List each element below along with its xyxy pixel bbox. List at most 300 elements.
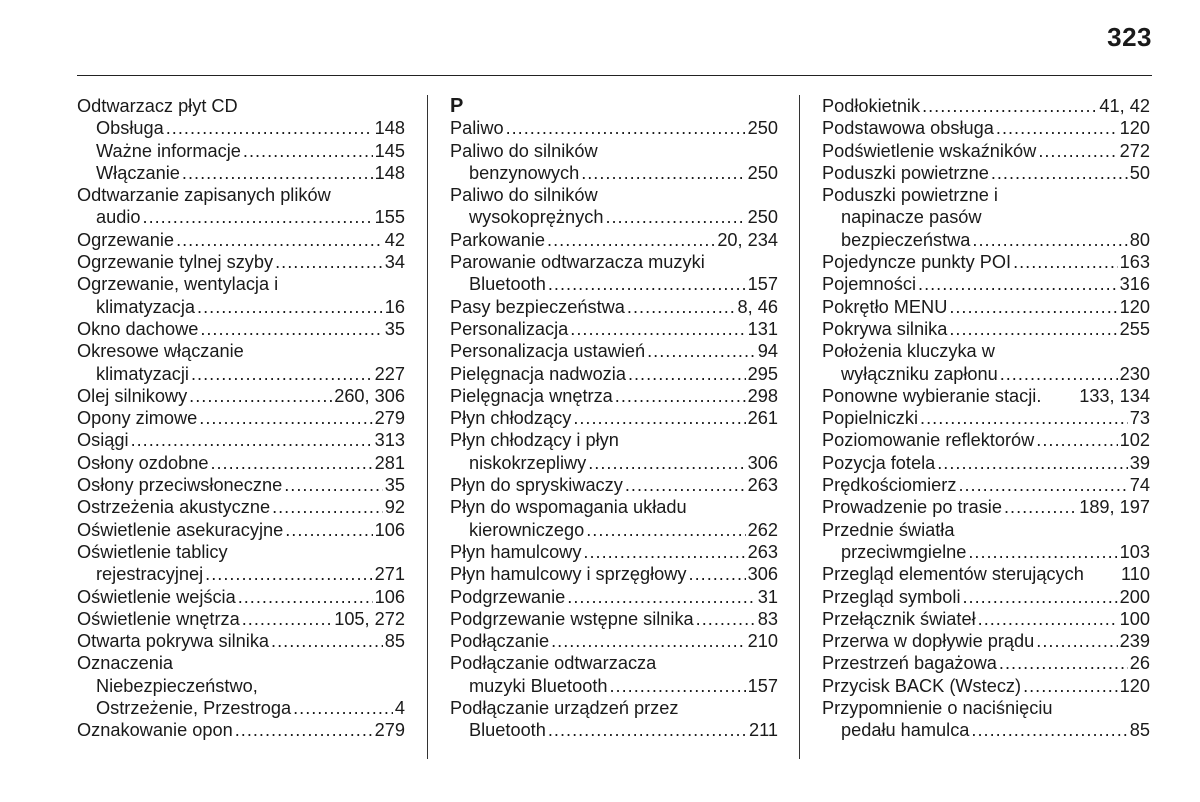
entry-text: Pokrywa silnika bbox=[822, 318, 948, 339]
page-reference: 26 bbox=[1129, 653, 1150, 674]
entry-text: Podłokietnik bbox=[822, 96, 921, 116]
dot-leader bbox=[586, 519, 745, 541]
index-entry bbox=[450, 719, 778, 741]
column-divider bbox=[427, 95, 428, 759]
page-reference: 189, 197 bbox=[1079, 497, 1150, 518]
entry-text: Odtwarzacz płyt CD bbox=[77, 96, 238, 116]
dot-leader bbox=[581, 162, 745, 184]
index-entry bbox=[77, 385, 405, 407]
entry-text: Pokrętło MENU bbox=[822, 296, 948, 317]
page-reference: 211 bbox=[749, 720, 778, 741]
page-reference: 145 bbox=[374, 140, 405, 161]
page-reference: 102 bbox=[1119, 430, 1150, 451]
entry-text: Ważne informacje bbox=[96, 140, 241, 161]
dot-leader bbox=[583, 541, 745, 563]
index-entry bbox=[450, 496, 778, 518]
dot-leader bbox=[235, 719, 373, 741]
index-entry bbox=[822, 563, 1150, 585]
index-entry bbox=[822, 474, 1150, 496]
page-reference: 250 bbox=[747, 207, 778, 228]
index-entry bbox=[77, 273, 405, 295]
dot-leader bbox=[625, 474, 746, 496]
entry-text: audio bbox=[96, 207, 141, 228]
entry-text: Parowanie odtwarzacza muzyki bbox=[450, 252, 705, 273]
dot-leader bbox=[999, 652, 1128, 674]
page-reference: 35 bbox=[384, 318, 405, 339]
page-reference: 306 bbox=[747, 452, 778, 473]
entry-text: Niebezpieczeństwo, bbox=[96, 675, 258, 696]
entry-text: Obsługa bbox=[96, 118, 164, 139]
entry-text: Pojedyncze punkty POI bbox=[822, 252, 1012, 273]
index-entry bbox=[77, 608, 405, 630]
page-reference: 263 bbox=[747, 475, 778, 496]
index-entry bbox=[822, 273, 1150, 295]
dot-leader bbox=[1036, 630, 1117, 652]
dot-leader bbox=[1000, 363, 1118, 385]
page-reference: 120 bbox=[1119, 675, 1150, 696]
index-entry bbox=[450, 541, 778, 563]
dot-leader bbox=[968, 541, 1117, 563]
index-entry bbox=[822, 407, 1150, 429]
entry-text: Prowadzenie po trasie bbox=[822, 497, 1002, 518]
dot-leader bbox=[284, 474, 383, 496]
entry-text: Personalizacja bbox=[450, 318, 569, 339]
dot-leader bbox=[271, 630, 383, 652]
index-entry bbox=[450, 140, 778, 162]
page-reference: 148 bbox=[374, 162, 405, 183]
entry-text: Płyn chłodzący i płyn bbox=[450, 430, 619, 451]
dot-leader bbox=[272, 496, 383, 518]
page-reference: 157 bbox=[747, 274, 778, 295]
page-reference: 250 bbox=[747, 118, 778, 139]
entry-text: Ostrzeżenia akustyczne bbox=[77, 497, 271, 518]
entry-text: Ponowne wybieranie stacji. bbox=[822, 385, 1042, 406]
dot-leader bbox=[573, 407, 745, 429]
dot-leader bbox=[978, 608, 1118, 630]
dot-leader bbox=[551, 630, 746, 652]
entry-text: Ogrzewanie tylnej szyby bbox=[77, 252, 274, 273]
entry-text: Podstawowa obsługa bbox=[822, 118, 994, 139]
column-divider bbox=[799, 95, 800, 759]
entry-text: Włączanie bbox=[96, 162, 180, 183]
dot-leader bbox=[996, 117, 1118, 139]
page-reference: 281 bbox=[374, 452, 405, 473]
entry-text: Opony zimowe bbox=[77, 408, 198, 429]
index-entry bbox=[77, 519, 405, 541]
page-reference: 8, 46 bbox=[737, 296, 778, 317]
index-entry bbox=[77, 206, 405, 228]
entry-text: Osiągi bbox=[77, 430, 129, 451]
page-reference: 295 bbox=[747, 363, 778, 384]
page-reference: 42 bbox=[384, 229, 405, 250]
index-entry bbox=[822, 697, 1150, 719]
page-reference: 85 bbox=[384, 631, 405, 652]
index-entry bbox=[77, 541, 405, 563]
index-entry bbox=[450, 273, 778, 295]
dot-leader bbox=[920, 407, 1128, 429]
dot-leader bbox=[166, 117, 373, 139]
entry-text: Paliwo bbox=[450, 118, 504, 139]
index-entry bbox=[77, 340, 405, 362]
index-entry bbox=[822, 206, 1150, 228]
index-entry bbox=[822, 95, 1150, 117]
index-entry bbox=[77, 318, 405, 340]
dot-leader bbox=[605, 206, 745, 228]
index-entry bbox=[450, 652, 778, 674]
index-entry bbox=[77, 697, 405, 719]
dot-leader bbox=[176, 229, 383, 251]
entry-text: Paliwo do silników bbox=[450, 185, 598, 206]
index-entry bbox=[77, 229, 405, 251]
entry-text: wysokoprężnych bbox=[469, 207, 604, 228]
page-reference: 163 bbox=[1119, 252, 1150, 273]
page-reference: 50 bbox=[1129, 162, 1150, 183]
page-reference: 148 bbox=[374, 118, 405, 139]
entry-text: Położenia kluczyka w bbox=[822, 341, 995, 362]
entry-text: Popielniczki bbox=[822, 408, 919, 429]
dot-leader bbox=[182, 162, 373, 184]
dot-leader bbox=[610, 675, 746, 697]
page-reference: 313 bbox=[374, 430, 405, 451]
dot-leader bbox=[696, 608, 756, 630]
index-entry bbox=[77, 162, 405, 184]
index-entry bbox=[822, 251, 1150, 273]
page-reference: 131 bbox=[747, 318, 778, 339]
index-entry bbox=[77, 251, 405, 273]
entry-text: Przerwa w dopływie prądu bbox=[822, 631, 1035, 652]
entry-text: Olej silnikowy bbox=[77, 385, 188, 406]
entry-text: Przegląd elementów sterujących bbox=[822, 564, 1084, 585]
dot-leader bbox=[143, 206, 373, 228]
page-reference: 83 bbox=[757, 608, 778, 629]
index-entry bbox=[822, 184, 1150, 206]
page-reference: 120 bbox=[1119, 118, 1150, 139]
dot-leader bbox=[197, 296, 383, 318]
page-reference: 80 bbox=[1129, 229, 1150, 250]
index-column-1 bbox=[77, 95, 405, 742]
page-reference: 133, 134 bbox=[1079, 385, 1150, 406]
page-reference: 16 bbox=[384, 296, 405, 317]
page-reference: 261 bbox=[747, 408, 778, 429]
entry-text: napinacze pasów bbox=[841, 207, 982, 228]
entry-text: benzynowych bbox=[469, 162, 580, 183]
page-reference: 279 bbox=[374, 408, 405, 429]
index-entry bbox=[822, 363, 1150, 385]
dot-leader bbox=[1023, 675, 1118, 697]
page-reference: 260, 306 bbox=[334, 385, 405, 406]
dot-leader bbox=[547, 229, 715, 251]
dot-leader bbox=[1036, 429, 1117, 451]
index-entry bbox=[450, 296, 778, 318]
index-entry bbox=[77, 117, 405, 139]
entry-text: rejestracyjnej bbox=[96, 564, 204, 585]
index-entry bbox=[450, 363, 778, 385]
page-reference: 200 bbox=[1119, 586, 1150, 607]
page-reference: 157 bbox=[747, 675, 778, 696]
page-reference: 92 bbox=[384, 497, 405, 518]
index-entry bbox=[450, 318, 778, 340]
page-reference: 103 bbox=[1119, 541, 1150, 562]
index-entry bbox=[822, 385, 1150, 407]
index-entry bbox=[822, 117, 1150, 139]
index-entry bbox=[77, 496, 405, 518]
dot-leader bbox=[588, 452, 745, 474]
index-entry bbox=[77, 429, 405, 451]
index-entry bbox=[822, 519, 1150, 541]
index-entry bbox=[450, 675, 778, 697]
index-entry bbox=[822, 296, 1150, 318]
dot-leader bbox=[949, 318, 1117, 340]
index-entry bbox=[77, 407, 405, 429]
dot-leader bbox=[191, 363, 373, 385]
dot-leader bbox=[293, 697, 393, 719]
page-reference: 31 bbox=[757, 586, 778, 607]
entry-text: Ostrzeżenie, Przestroga bbox=[96, 698, 292, 719]
entry-text: Oświetlenie asekuracyjne bbox=[77, 519, 284, 540]
header-rule bbox=[77, 75, 1152, 76]
index-entry bbox=[77, 184, 405, 206]
index-entry bbox=[822, 229, 1150, 251]
entry-text: Podłączanie bbox=[450, 631, 550, 652]
index-entry bbox=[77, 140, 405, 162]
index-entry bbox=[77, 563, 405, 585]
page-reference: 106 bbox=[374, 586, 405, 607]
index-entry bbox=[450, 519, 778, 541]
dot-leader bbox=[199, 407, 372, 429]
dot-leader bbox=[991, 162, 1128, 184]
index-entry bbox=[450, 697, 778, 719]
index-entry bbox=[450, 229, 778, 251]
index-entry bbox=[822, 630, 1150, 652]
entry-text: Pielęgnacja wnętrza bbox=[450, 385, 613, 406]
entry-text: kierowniczego bbox=[469, 519, 585, 540]
page-reference: 4 bbox=[394, 698, 405, 719]
page-reference: 20, 234 bbox=[717, 229, 778, 250]
index-entry bbox=[822, 340, 1150, 362]
index-entry bbox=[450, 407, 778, 429]
index-entry bbox=[822, 541, 1150, 563]
entry-text: Otwarta pokrywa silnika bbox=[77, 631, 270, 652]
index-entry bbox=[450, 608, 778, 630]
index-entry bbox=[77, 95, 405, 117]
entry-text: Podłączanie urządzeń przez bbox=[450, 698, 679, 719]
dot-leader bbox=[949, 296, 1117, 318]
index-column-3 bbox=[822, 95, 1150, 742]
dot-leader bbox=[972, 229, 1127, 251]
dot-leader bbox=[548, 273, 746, 295]
entry-text: Podgrzewanie bbox=[450, 586, 566, 607]
entry-text: Przełącznik świateł bbox=[822, 608, 976, 629]
page-reference: 120 bbox=[1119, 296, 1150, 317]
index-entry bbox=[450, 630, 778, 652]
entry-text: Podłączanie odtwarzacza bbox=[450, 653, 657, 674]
entry-text: Poduszki powietrzne i bbox=[822, 185, 998, 206]
dot-leader bbox=[567, 586, 756, 608]
index-entry bbox=[450, 162, 778, 184]
entry-text: wyłączniku zapłonu bbox=[841, 363, 998, 384]
index-entry bbox=[450, 563, 778, 585]
dot-leader bbox=[210, 452, 372, 474]
section-letter: P bbox=[450, 95, 464, 117]
index-entry bbox=[77, 296, 405, 318]
page-reference: 262 bbox=[747, 519, 778, 540]
index-entry bbox=[450, 452, 778, 474]
page-reference: 298 bbox=[747, 385, 778, 406]
dot-leader bbox=[570, 318, 745, 340]
index-entry bbox=[77, 675, 405, 697]
index-entry bbox=[822, 429, 1150, 451]
entry-text: Poduszki powietrzne bbox=[822, 162, 989, 183]
dot-leader bbox=[131, 429, 373, 451]
dot-leader bbox=[548, 719, 747, 741]
entry-text: Bluetooth bbox=[469, 720, 546, 741]
index-entry bbox=[450, 385, 778, 407]
index-entry bbox=[77, 630, 405, 652]
index-entry bbox=[450, 184, 778, 206]
entry-text: Parkowanie bbox=[450, 229, 546, 250]
dot-leader bbox=[189, 385, 332, 407]
page-reference: 39 bbox=[1129, 452, 1150, 473]
index-entry bbox=[822, 318, 1150, 340]
page-reference: 74 bbox=[1129, 475, 1150, 496]
dot-leader bbox=[242, 608, 332, 630]
entry-text: Przypomnienie o naciśnięciu bbox=[822, 698, 1053, 719]
page-reference: 263 bbox=[747, 541, 778, 562]
entry-text: pedału hamulca bbox=[841, 720, 970, 741]
index-entry bbox=[77, 474, 405, 496]
index-entry bbox=[822, 719, 1150, 741]
entry-text: Płyn do wspomagania układu bbox=[450, 497, 687, 518]
dot-leader bbox=[615, 385, 746, 407]
index-entry bbox=[822, 608, 1150, 630]
index-entry bbox=[450, 206, 778, 228]
entry-text: Przednie światła bbox=[822, 519, 955, 540]
page-reference: 85 bbox=[1129, 720, 1150, 741]
entry-text: Osłony ozdobne bbox=[77, 452, 209, 473]
entry-text: Oznakowanie opon bbox=[77, 720, 233, 741]
entry-text: Pozycja fotela bbox=[822, 452, 936, 473]
entry-text: Podświetlenie wskaźników bbox=[822, 140, 1037, 161]
dot-leader bbox=[627, 296, 736, 318]
dot-leader bbox=[937, 452, 1128, 474]
entry-text: Płyn hamulcowy i sprzęgłowy bbox=[450, 564, 687, 585]
entry-text: Prędkościomierz bbox=[822, 475, 957, 496]
page-reference: 271 bbox=[374, 564, 405, 585]
index-entry bbox=[77, 586, 405, 608]
page-number: 323 bbox=[1107, 22, 1152, 52]
index-entry bbox=[450, 340, 778, 362]
index-entry bbox=[77, 719, 405, 741]
page-reference: 110 bbox=[1121, 564, 1150, 585]
entry-text: Płyn do spryskiwaczy bbox=[450, 475, 623, 496]
dot-leader bbox=[238, 586, 373, 608]
entry-text: Pasy bezpieczeństwa bbox=[450, 296, 625, 317]
dot-leader bbox=[1004, 496, 1077, 518]
dot-leader bbox=[285, 519, 372, 541]
entry-text: Przestrzeń bagażowa bbox=[822, 653, 997, 674]
entry-text: Bluetooth bbox=[469, 274, 546, 295]
entry-text: Okno dachowe bbox=[77, 318, 199, 339]
entry-text: Przegląd symboli bbox=[822, 586, 961, 607]
entry-text: Oświetlenie tablicy bbox=[77, 541, 228, 562]
entry-text: Podgrzewanie wstępne silnika bbox=[450, 608, 694, 629]
index-entry bbox=[822, 162, 1150, 184]
entry-text: Poziomowanie reflektorów bbox=[822, 430, 1035, 451]
entry-text: Osłony przeciwsłoneczne bbox=[77, 475, 283, 496]
page-reference: 73 bbox=[1129, 408, 1150, 429]
index-entry bbox=[77, 363, 405, 385]
index-entry bbox=[822, 496, 1150, 518]
entry-text: muzyki Bluetooth bbox=[469, 675, 608, 696]
entry-text: Ogrzewanie, wentylacja i bbox=[77, 274, 279, 295]
entry-text: klimatyzacji bbox=[96, 363, 189, 384]
page-reference: 106 bbox=[374, 519, 405, 540]
index-entry bbox=[77, 452, 405, 474]
dot-leader bbox=[275, 251, 383, 273]
index-entry bbox=[822, 586, 1150, 608]
entry-text: Oznaczenia bbox=[77, 653, 174, 674]
dot-leader bbox=[628, 363, 746, 385]
entry-text: Odtwarzanie zapisanych plików bbox=[77, 185, 331, 206]
page-reference: 94 bbox=[757, 341, 778, 362]
entry-text: Ogrzewanie bbox=[77, 229, 175, 250]
page-reference: 250 bbox=[747, 162, 778, 183]
index-entry bbox=[822, 675, 1150, 697]
page-reference: 279 bbox=[374, 720, 405, 741]
dot-leader bbox=[971, 719, 1127, 741]
index-entry bbox=[822, 652, 1150, 674]
dot-leader bbox=[1038, 140, 1117, 162]
entry-text: przeciwmgielne bbox=[841, 541, 967, 562]
dot-leader bbox=[243, 140, 373, 162]
dot-leader bbox=[1013, 251, 1118, 273]
page-reference: 100 bbox=[1119, 608, 1150, 629]
page-reference: 210 bbox=[747, 631, 778, 652]
index-entry bbox=[450, 429, 778, 451]
page-reference: 306 bbox=[747, 564, 778, 585]
page-reference: 34 bbox=[384, 252, 405, 273]
dot-leader bbox=[647, 340, 756, 362]
index-entry bbox=[822, 452, 1150, 474]
entry-text: Przycisk BACK (Wstecz) bbox=[822, 675, 1022, 696]
index-entry bbox=[822, 140, 1150, 162]
page-reference: 239 bbox=[1119, 631, 1150, 652]
entry-text: Oświetlenie wejścia bbox=[77, 586, 236, 607]
page-reference: 155 bbox=[374, 207, 405, 228]
index-entry bbox=[450, 586, 778, 608]
page-reference: 316 bbox=[1119, 274, 1150, 295]
index-entry bbox=[450, 117, 778, 139]
page-reference: 41, 42 bbox=[1099, 96, 1150, 116]
entry-text: Personalizacja ustawień bbox=[450, 341, 646, 362]
entry-text: Płyn hamulcowy bbox=[450, 541, 582, 562]
dot-leader bbox=[689, 563, 746, 585]
index-entry bbox=[450, 474, 778, 496]
page-reference: 227 bbox=[374, 363, 405, 384]
dot-leader bbox=[962, 586, 1117, 608]
entry-text: Okresowe włączanie bbox=[77, 341, 244, 362]
page-reference: 35 bbox=[384, 475, 405, 496]
entry-text: Pielęgnacja nadwozia bbox=[450, 363, 626, 384]
entry-text: bezpieczeństwa bbox=[841, 229, 971, 250]
page-reference: 272 bbox=[1119, 140, 1150, 161]
index-column-2 bbox=[450, 95, 778, 742]
entry-text: Pojemności bbox=[822, 274, 917, 295]
entry-text: Płyn chłodzący bbox=[450, 408, 572, 429]
index-entry bbox=[450, 251, 778, 273]
dot-leader bbox=[922, 95, 1097, 117]
entry-text: klimatyzacja bbox=[96, 296, 196, 317]
